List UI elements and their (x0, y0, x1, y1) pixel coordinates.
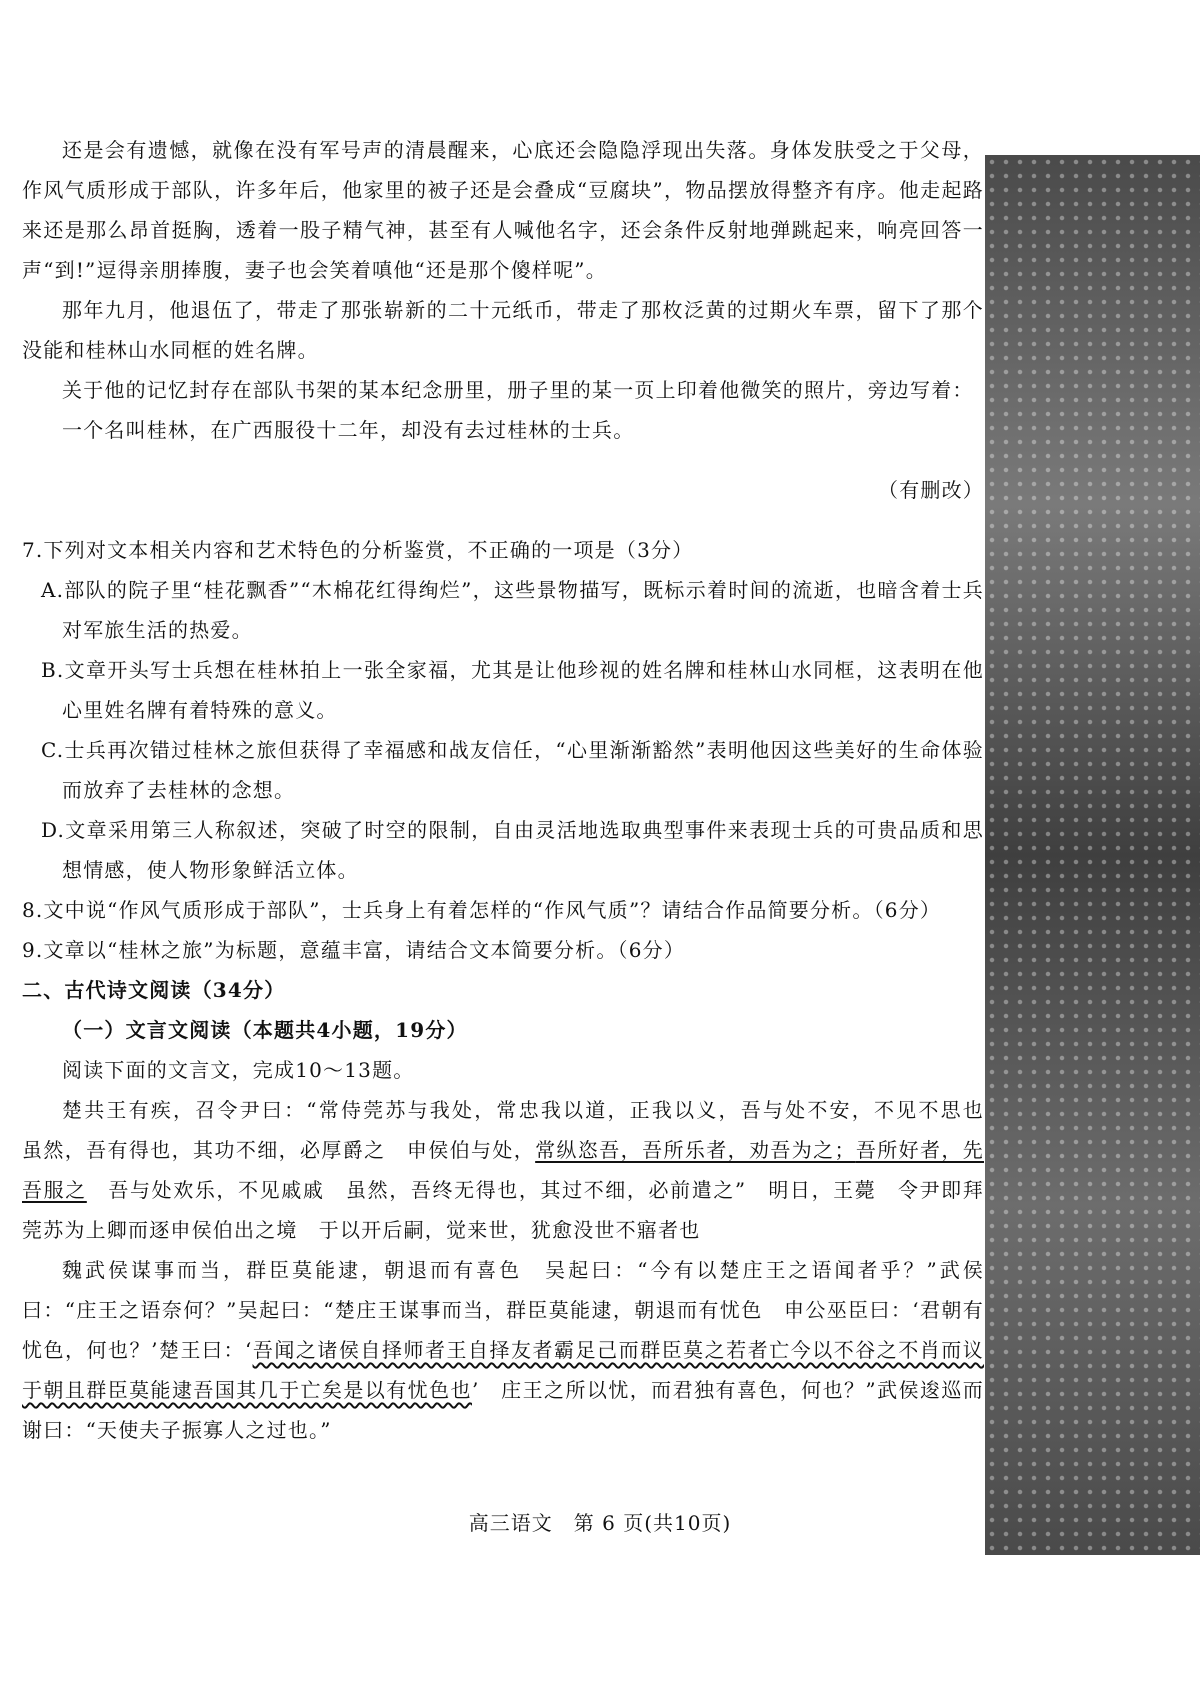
question-8: 8.文中说“作风气质形成于部队”，士兵身上有着怎样的“作风气质”？请结合作品简要分析。（6分） (22, 898, 942, 922)
classical-paragraph-1 (22, 1090, 1006, 1250)
classical-p1-text-a: 楚共王有疾，召令尹曰：“常侍莞苏与我处，常忠我以道，正我以义，吾与处不安，不见不思也 虽然，吾有得也，其功不细，必厚爵之 申侯伯与处， (22, 1098, 1006, 1162)
underlined-sentence-2: 吾所好者，先吾服之 (22, 1138, 984, 1202)
page-footer: 高三语文 第 6 页(共10页) (468, 1511, 732, 1535)
wavy-underlined-passage: 吾闻之诸侯自择师者王自择友者霸足己而群臣莫之若者亡今以不谷之不肖而议于朝且群臣莫能逮吾国其几于亡矣是以有忧色也 (22, 1338, 984, 1402)
question-7-option-b: B.文章开头写士兵想在桂林拍上一张全家福，尤其是让他珍视的姓名牌和桂林山水同框，这表明在他心里姓名牌有着特殊的意义。 (41, 658, 984, 722)
section-2-title: 二、古代诗文阅读（34分） (22, 978, 286, 1002)
main-text-column (22, 130, 1006, 1450)
question-9: 9.文章以“桂林之旅”为标题，意蕴丰富，请结合文本简要分析。（6分） (22, 938, 686, 962)
question-7-option-a: A.部队的院子里“桂花飘香”“木棉花红得绚烂”，这些景物描写，既标示着时间的流逝，也暗含着士兵对军旅生活的热爱。 (41, 578, 984, 642)
source-note: （有删改） (878, 478, 984, 502)
passage-paragraph-1: 还是会有遗憾，就像在没有军号声的清晨醒来，心底还会隐隐浮现出失落。身体发肤受之于父母，作风气质形成于部队，许多年后，他家里的被子还是会叠成“豆腐块”，物品摆放得整齐有序。他走起路来还是那么昂首挺胸，透着一股子精气神，甚至有人喊他名字，还会条件反射地弹跳起来，响亮回答一声“到!”逗得亲朋捧腹，妻子也会笑着嗔他“还是那个傻样呢”。 (22, 138, 984, 282)
section-2-instruction: 阅读下面的文言文，完成10～13题。 (62, 1058, 415, 1082)
passage-paragraph-2: 那年九月，他退伍了，带走了那张崭新的二十元纸币，带走了那枚泛黄的过期火车票，留下了那个没能和桂林山水同框的姓名牌。 (22, 298, 984, 362)
passage-paragraph-3: 关于他的记忆封存在部队书架的某本纪念册里，册子里的某一页上印着他微笑的照片，旁边写着： (62, 378, 974, 402)
classical-p1-text-b: 吾与处欢乐，不见戚戚 虽然，吾终无得也，其过不细，必前遣之” 明日，王薨 令尹即拜莞苏为上卿而逐申侯伯出之境 于以开后嗣，觉来世，犹愈没世不寤者也 (22, 1178, 984, 1242)
classical-paragraph-2 (22, 1250, 984, 1450)
question-7-stem: 7.下列对文本相关内容和艺术特色的分析鉴赏，不正确的一项是（3分） (22, 538, 694, 562)
question-7-option-c: C.士兵再次错过桂林之旅但获得了幸福感和战友信任，“心里渐渐豁然”表明他因这些美好的生命体验而放弃了去桂林的念想。 (41, 738, 984, 802)
section-2-subtitle: （一）文言文阅读（本题共4小题，19分） (62, 1018, 468, 1042)
scan-shadow-strip (985, 155, 1200, 1555)
underlined-sentence-1: 常纵恣吾，吾所乐者，劝吾为之； (535, 1138, 856, 1162)
question-7-option-d: D.文章采用第三人称叙述，突破了时空的限制，自由灵活地选取典型事件来表现士兵的可贵品质和思想情感，使人物形象鲜活立体。 (41, 818, 984, 882)
classical-p2-text-b: ’ 庄王之所以忧，而君独有喜色，何也？”武侯逡巡而谢曰：“天使夫子振寡人之过也。” (22, 1378, 984, 1442)
classical-p2-text-a: 魏武侯谋事而当，群臣莫能逮，朝退而有喜色 吴起曰：“今有以楚庄王之语闻者乎？”武侯曰：“庄王之语奈何？”吴起曰：“楚庄王谋事而当，群臣莫能逮，朝退而有忧色 申公巫臣曰：‘君朝有忧色，何也？’楚王曰：‘ (22, 1258, 984, 1362)
passage-paragraph-4: 一个名叫桂林，在广西服役十二年，却没有去过桂林的士兵。 (62, 418, 635, 442)
